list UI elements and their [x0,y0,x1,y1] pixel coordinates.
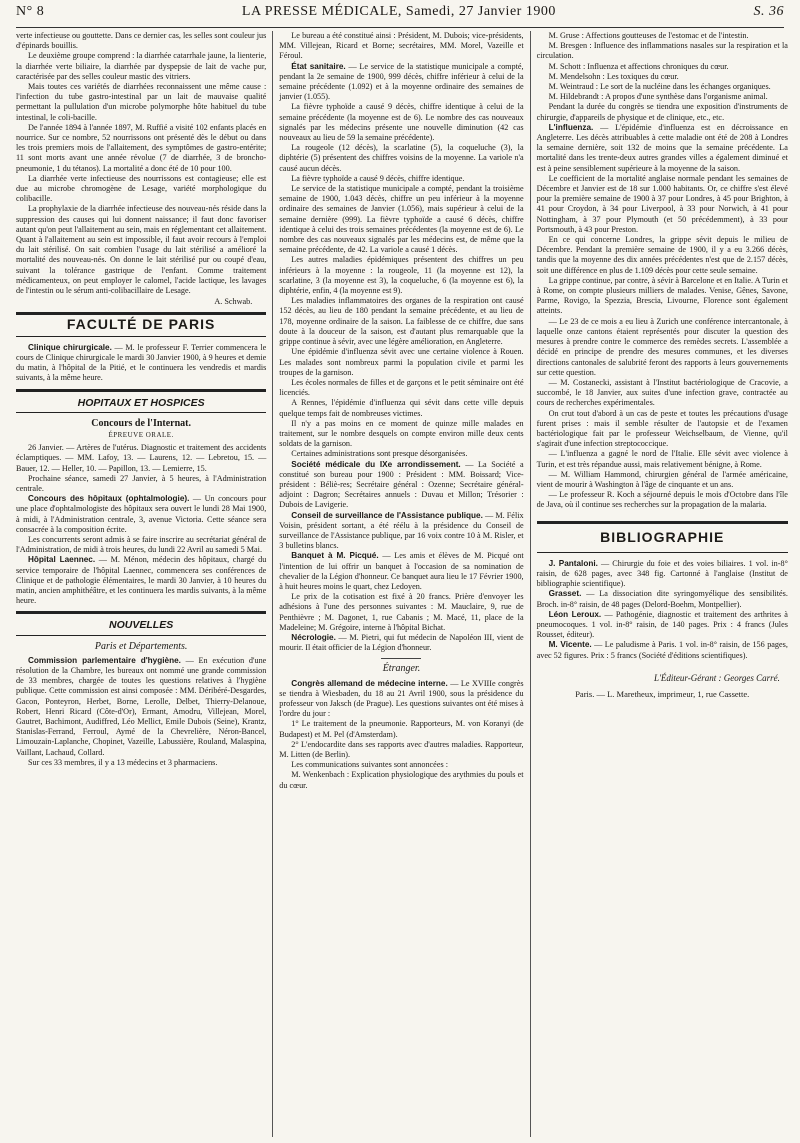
paragraph: Les maladies inflammatoires des organes de la respiration ont causé 152 décès, au lieu de 180 pendant la semaine précédente, et au lieu de 178, moyenne ordinaire de la saison. La faiblesse de ce chiffre, due sans doute à la douceur de la saison, est d'autant plus remarquable que la grippe continue à sévir, avec une légère amélioration, en Angleterre. [279,296,524,347]
banquet-lead: Banquet à M. Picqué. [291,551,379,561]
biblio-author: M. Vicente. [548,640,592,650]
biblio-author: J. Pantaloni. [548,558,598,568]
influenza-text: — L'épidémie d'influenza est en décroissance en Angleterre. Les décès attribuables à cette maladie ont été de 208 à Londres la semaine dernière, soit 132 de moins que la semaine précédente. La mortalité dans les trente-deux autres grandes villes a également diminué et est à peine sensiblement supérieure à la moyenne de la saison. [536,122,788,173]
paragraph: Les communications suivantes sont annoncées : [291,760,448,770]
paragraph: On crut tout d'abord à un cas de peste et toutes les précautions d'usage furent prises : mais il semble résulter de l'autopsie et de l'examen bactériologique fait par le professeur Weichselbaum, de Vienne, qu'il s'agirait d'une infection streptococcique. [536,408,788,449]
article-columns [16,31,788,1137]
congres-lead: Congrès allemand de médecine interne. [291,678,448,688]
faculte-text: — M. le professeur F. Terrier commencera le cours de Clinique chirurgicale le mardi 30 Janvier 1900, à 9 heures et demie du matin, à l'hôpital de la Pitié, et le continuera les vendredis et mardis suivants, à la même heure. [16,342,267,383]
running-head [16,4,784,26]
congres-text: — Le XVIIIe congrès se tiendra à Wiesbaden, du 18 au 21 Avril 1900, sous la présidence du professeur von Jaksch (de Prague). Les questions suivantes ont été mises à l'ordre du jour : [279,678,524,719]
influenza-lead: L'influenza. [548,122,594,132]
paragraph: Mais toutes ces variétés de diarrhées reconnaissent une même cause : l'infection du tube gastro-intestinal par un lait de mauvaise qualité permettant la pullulation d'un microbe polymorphe hôte habituel du tube intestinal, le coli-bacille. [16,82,267,122]
ophtal-text: — Un concours pour une place d'ophtalmologiste des hôpitaux sera ouvert le lundi 28 Mai 1900, à midi, à l'Administration centrale, 3, avenue Victoria. Cette séance sera consacrée à la composition écrite. [16,494,267,534]
commission-lead: Commission parlementaire d'hygiène. [28,655,181,665]
hopitaux-heading: HOPITAUX ET HOSPICES [77,396,205,409]
section-rule [16,389,266,392]
necro-lead: Nécrologie. [291,632,336,642]
paragraph: Les concurrents seront admis à se faire inscrire au secrétariat général de l'Administration, de midi à trois heures, du lundi 22 Avril au samedi 5 Mai. [16,534,267,555]
sanitaire-lead: État sanitaire. [291,61,346,71]
header-rule [16,27,784,28]
printer-line: Paris. — L. Maretheux, imprimeur, 1, rue Cassette. [575,688,750,699]
ixe-lead: Société médicale du IXe arrondissement. [291,459,461,469]
paragraph: M. Mendelsohn : Les toxiques du cœur. [548,71,679,81]
section-rule [16,336,266,337]
divider [381,658,421,659]
faculte-lead: Clinique chirurgicale. [28,342,112,352]
paragraph: Le coefficient de la mortalité anglaise normale pendant les semaines de Décembre et Janvier est de 18 sur 1.000 habitants. Or, ce chiffre s'est élevé pour la première semaine de 1900 à 37 pour Londres, à 45 pour Brighton, à 41 pour Croydon, à 34 pour Liverpool, à 33 pour Norwich, à 41 pour Nottingham, à 37 pour Plymouth (et 50 précédemment), à 33 pour Portsmouth, à 43 pour Preston. [536,173,788,234]
paragraph: Le prix de la cotisation est fixé à 20 francs. Prière d'envoyer les adhésions à l'une des personnes suivantes : M. Mauclaire, 9, rue de Penthièvre ; M. Dagonet, 1, rue Cabanis ; M. Macé, 11, place de la Madeleine; M. Grégoire, interne à l'hôpital Bichat. [279,592,524,632]
etranger-heading: Étranger. [382,663,421,675]
paragraph: La rougeole (12 décès), la scarlatine (5), la coqueluche (3), la diphtérie (5) présentent des chiffres voisins de la moyenne. La variole n'a causé aucun décès. [279,143,524,173]
paragraph: M. Schott : Influenza et affections chroniques du cœur. [548,61,729,71]
ophtal-lead: Concours des hôpitaux (ophtalmologie). [28,494,190,504]
paragraph: M. Weintraud : Le sort de la nucléine dans les échanges organiques. [548,82,771,92]
biblio-entry: — La dissociation dite syringomyélique des sensibilités. Broch. in-8° raisin, de 48 pages (Delord-Boehm, Montpellier). [536,589,788,609]
section-rule [16,312,266,315]
paragraph: Le service de la statistique municipale a compté, pendant la troisième semaine de 1900, 1.043 décès, chiffre un peu inférieur à la moyenne ordinaire des semaines de Janvier (1.056), mais supérieur à celui de la semaine dernière (999). La fièvre typhoïde a causé 6 décès, chiffre identique à celui des trois semaines précédentes (la moyenne est de 6). Le nombre des cas nouveaux signalés par les médecins est, de même que la semaine précédente, de 42. La variole a causé 1 décès. [279,184,524,255]
paragraph: Les écoles normales de filles et de garçons et le petit séminaire ont été licenciés. [279,377,524,398]
banquet-text: — Les amis et élèves de M. Picqué ont l'intention de lui offrir un banquet à l'occasion de sa nomination de chevalier de la Légion d'honneur. Ce banquet aura lieu le 17 Février 1900, à huit heures moins le quart, chez Ledoyen. [279,551,524,591]
paragraph: — M. William Hammond, chirurgien général de l'armée américaine, vient de mourir à Washington à l'âge de cinquante et un ans. [536,469,788,489]
faculte-heading: FACULTÉ DE PARIS [66,316,216,333]
paragraph: La prophylaxie de la diarrhée infectieuse des nouveau-nés réside dans la suppression des causes qui lui donnent naissance; il faut donc favoriser autant qu'on peut l'allaitement au sein, mais en réglementant cet allaitement. Quant à l'allaitement au sein est impossible, il faut avoir recours à l'emploi du lait stérilisé. On sait combien l'usage du lait stérilisé a amélioré la mortalité des nouveau-nés. On donne le lait stérilisé pur ou coupé d'eau, suivant la tolérance gastrique de l'enfant. Comme traitement médicamenteux, on peut employer le calomel, l'acide lactique, les lavages de l'intestin ou le sérum anti-colibacillaire de Lesage. [16,204,267,296]
column-1 [16,31,273,1137]
paragraph: Le deuxième groupe comprend : la diarrhée catarrhale jaune, la lienterie, la diarrhée verte biliaire, la diarrhée par dyspepsie de lait de vache pur, caractérisée par des selles couleur mastic des vitriers. [16,51,267,81]
paragraph: Les autres maladies épidémiques présentent des chiffres un peu inférieurs à la moyenne : la rougeole, 11 (la moyenne est 12), la scarlatine, 3 (la moyenne est 3), la coqueluche, 6 (la moyenne est 6), la diphtérie, enfin, 4 (la moyenne est 9). [279,255,524,296]
paragraph: Une épidémie d'influenza sévit avec une certaine violence à Rouen. Les malades sont nombreux parmi la population civile et parmi les troupes de la garnison. [279,347,524,377]
page-folio: S. 36 [753,4,784,19]
paragraph: — L'influenza a gagné le nord de l'Italie. Elle sévit avec violence à Turin, et est très répandue aussi, mais relativement bénigne, à Rome. [536,449,788,469]
paragraph: Il n'y a pas moins en ce moment de quinze mille malades en traitement, sur le nombre desquels on compte environ mille deux cents soldats de la garnison. [279,418,524,449]
paragraph: M. Hildebrandt : A propos d'une synthèse dans l'organisme animal. [548,92,768,102]
biblio-entry: — Pathogénie, diagnostic et traitement des arthrites à pneumocoques. 1 vol. in-8° raisin, de 140 pages. Prix : 4 francs (Jules Rousset, éditeur). [536,609,788,640]
issue-number: N° 8 [16,4,45,19]
paragraph: Le bureau a été constitué ainsi : Président, M. Dubois; vice-présidents, MM. Villejean, Ricard et Borne; secrétaires, MM. Morel, Vazeille et Féroul. [279,31,524,61]
section-rule [16,412,266,413]
paris-heading: Paris et Départements. [94,640,188,652]
paragraph: — Le professeur R. Koch a séjourné depuis le mois d'Octobre dans l'île de Java, où il continue ses recherches sur la propagation de la malaria. [536,490,788,510]
paragraph: 26 Janvier. — Artères de l'utérus. Diagnostic et traitement des accidents éclamptiques. — MM. Lafoy, 13. — Laurens, 12. — Lebretou, 15. — Bauer, 12. — Heller, 10. — Papillon, 13. — Lemierre, 15. [16,443,267,473]
section-rule [16,611,266,614]
commission-text: — En exécution d'une résolution de la Chambre, les bureaux ont nommé une grande commission de 33 membres, chargée de toutes les questions relatives à l'hygiène publique. Cette commission est ainsi composée : MM. Déribéré-Desgardes, Gacon, Ponteyron, Herbet, Borne, Lerolle, Delbet, Thierry-Delanoue, Robert, Henri Ricard (Côte-d'Or), Ermant, Amodru, Villejean, Morel, Gautret, Bachimont, Audiffred, Léo Mellict, Emile Dubois (Seine), Krantz, Stanislas-Ferrand, Ferroul, Aymé de la Chevrelière, Néron-Bancel, Limouzain-Laplanche, Chopinet, Vazeille, Labussière, Rouland, Malaspina, Vaillant, Lachaud, Collard. [16,655,267,757]
laennec-text: — M. Ménon, médecin des hôpitaux, chargé du service temporaire de l'hôpital Laennec, commencera ses conférences de Clinique et de pathologie élémentaires, le mardi 30 Janvier, à 10 heures du matin, ancien amphithéâtre, et les continuera les mardis suivants, à la même heure. [16,555,267,606]
paragraph: En ce qui concerne Londres, la grippe sévit depuis le milieu de Décembre. Pendant la première semaine de 1900, il y a eu 3.266 décès, tandis que la moyenne des dix années précédentes n'est que de 2.157 décès, soit une différence en plus de 1.109 décès pour cette seule semaine. [536,235,788,275]
paragraph: La fièvre typhoïde a causé 9 décès, chiffre identique à celui de la semaine précédente (la moyenne est de 6). Le nombre des cas nouveaux signalés par les médecins présente une nouvelle diminution (42 cas nouveaux au lieu de 59 la semaine précédente). [279,102,524,143]
paragraph: Certaines administrations sont presque désorganisées. [291,449,468,459]
paragraph: La diarrhée verte infectieuse des nourrissons est contagieuse; elle est due au microbe chromogène de Lesage, variété morphologique du colibacille. [16,173,267,204]
paragraph: La grippe continue, par contre, à sévir à Barcelone et en Italie. A Turin et à Rome, on compte plusieurs milliers de malades. Venise, Gênes, Savone, Parme, Rovigo, la Spezzia, Brescia, Livourne, Florence sont également atteints. [536,275,788,316]
paragraph: Sur ces 33 membres, il y a 13 médecins et 3 pharmaciens. [28,757,218,767]
editeur-gerant: L'Éditeur-Gérant : Georges Carré. [653,672,780,683]
biblio-author: Léon Leroux. [548,609,602,619]
section-rule [16,635,266,636]
journal-title: LA PRESSE MÉDICALE, Samedi, 27 Janvier 1900 [241,4,556,19]
paragraph: A Rennes, l'épidémie d'influenza qui sévit dans cette ville depuis quelque temps fait de nombreuses victimes. [279,398,524,418]
paragraph: 1° Le traitement de la pneumonie. Rapporteurs, M. von Koranyi (de Budapest) et M. Pel (d'Amsterdam). [279,719,524,739]
biblio-author: Grasset. [548,589,582,599]
necro-text: — M. Pietri, qui fut médecin de Napoléon III, vient de mourir. Il était officier de la Légion d'honneur. [279,632,524,653]
paragraph: Prochaine séance, samedi 27 Janvier, à 5 heures, à l'Administration centrale. [16,473,267,493]
sanitaire-text: — Le service de la statistique municipale a compté, pendant la 2e semaine de 1900, 999 décès, chiffre inférieur à celui de la semaine précédente (1.092) et à la moyenne ordinaire des semaines de janvier (1.055). [279,61,524,102]
bibliographie-heading: BIBLIOGRAPHIE [600,528,725,545]
nouvelles-heading: NOUVELLES [109,619,174,632]
bibliographie-box [537,521,788,553]
column-2 [273,31,530,1137]
ixe-text: — La Société a constitué son bureau pour 1900 : Président : MM. Boissard; Vice-président : Béliè-res; Secrétaire général : Ozenne; Secrétaire général-adjoint : Dagron; Secrétaires annuels : Duvau et Millon; Trésorier : Dubois de Lavigerie. [279,459,524,510]
biblio-entry: — Chirurgie du foie et des voies biliaires. 1 vol. in-8° raisin, de 628 pages, avec 348 fig. Cartonné à l'anglaise (Institut de bibliographie scientifique). [536,558,788,589]
paragraph: 2° L'endocardite dans ses rapports avec d'autres maladies. Rapporteur, M. Litten (de Berlin). [279,739,524,760]
biblio-entry: — Le paludisme à Paris. 1 vol. in-8° raisin, de 156 pages, avec 52 figures. Prix : 5 francs (Société d'éditions scientifiques). [536,640,788,660]
conseil-text: — M. Félix Voisin, président sortant, a été réélu à la présidence du Conseil de surveillance de l'Assistance publique, par 16 voix contre 10 à M. Risler, et 3 bulletins blancs. [279,510,524,551]
paragraph: De l'année 1894 à l'année 1897, M. Ruffié a visité 102 enfants placés en nourrice. Sur ce nombre, 52 nourrissons ont présenté dès le début ou dans les trois premiers mois de l'allaitement, des symptômes de gastro-entérite; 11 sont morts avant une année révolue (7 de diarrhée, 3 de broncho-pneumonie, 1 du tétanos). La mortalité a donc été de 10 pour 100. [16,122,267,173]
paragraph: Pendant la durée du congrès se tiendra une exposition d'instruments de chirurgie, d'appareils de physique et de clinique, etc., etc. [536,102,788,122]
paragraph: — M. Costanecki, assistant à l'Institut bactériologique de Cracovie, a succombé, le 18 Janvier, aux suites d'une infection grave, contractée au cours de recherches expérimentales. [536,377,788,408]
paragraph: La fièvre typhoïde a causé 9 décès, chiffre identique. [291,173,465,183]
paragraph: verte infectieuse ou gouttette. Dans ce dernier cas, les selles sont couleur jus d'épinards bouillis. [16,31,267,51]
conseil-lead: Conseil de surveillance de l'Assistance publique. [291,510,483,520]
author-signature: A. Schwab. [214,297,253,307]
concours-heading: Concours de l'Internat. [91,417,192,429]
paragraph: M. Bresgen : Influence des inflammations nasales sur la respiration et la circulation. [536,41,788,61]
paragraph: M. Gruse : Affections goutteuses de l'estomac et de l'intestin. [548,31,749,40]
epreuve-label: ÉPREUVE ORALE. [108,430,174,439]
paragraph: — Le 23 de ce mois a eu lieu à Zurich une conférence intercantonale, à laquelle onze cantons étaient représentés pour discuter la question des mesures à prendre contre le commerce des remèdes secrets. L'assemblée a décidé en principe de prendre des mesures communes, et les diverses directions cantonales de salubrité feront des rapports à leurs gouvernements sur cette question. [536,316,788,377]
column-3 [531,31,788,1137]
laennec-lead: Hôpital Laennec. [28,555,96,565]
paragraph: M. Wenkenbach : Explication physiologique des arythmies du pouls et du cœur. [279,770,524,790]
